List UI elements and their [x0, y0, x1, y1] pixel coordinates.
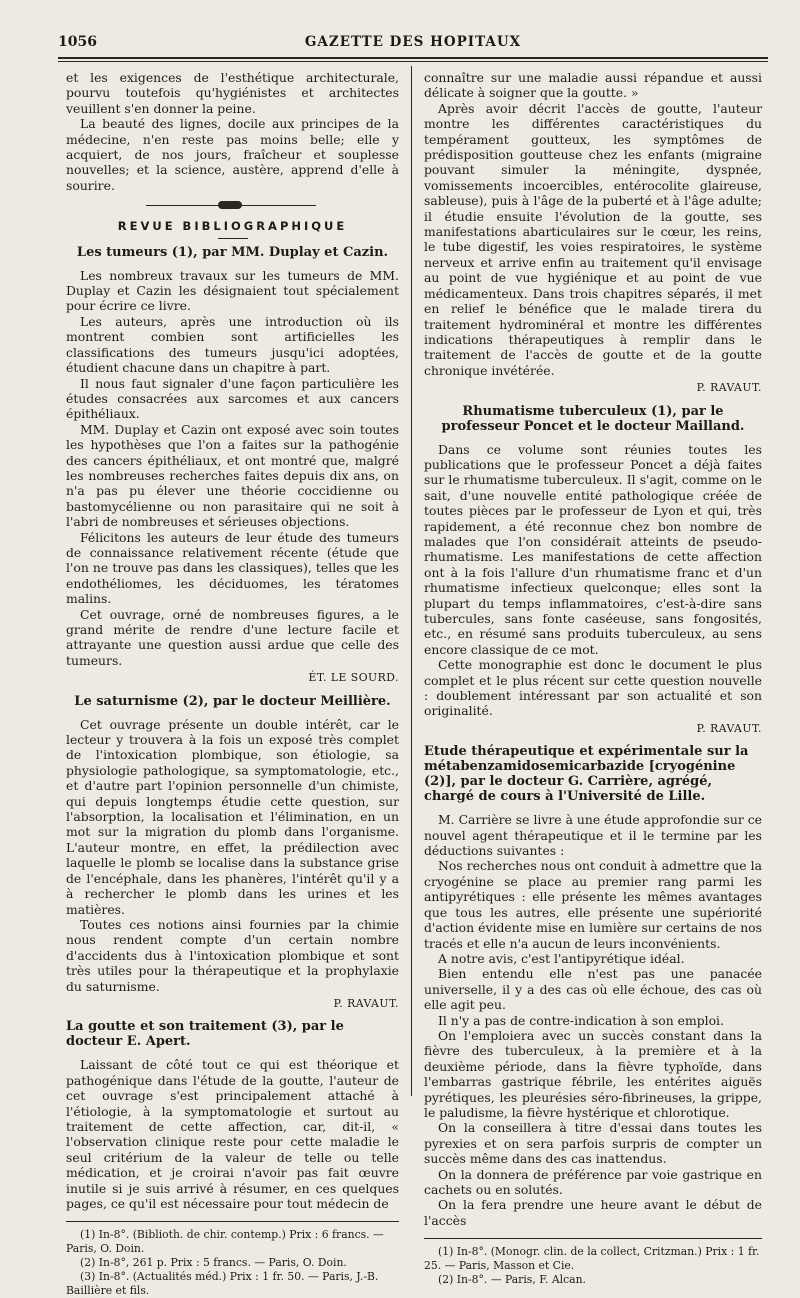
signature: P. RAVAUT.	[696, 381, 762, 395]
running-title: GAZETTE DES HOPITAUX	[304, 34, 522, 50]
article-paragraph: On l'emploiera avec un succès constant dans la fièvre des tuberculeux, à la première et à la deuxième période, dans la fièvre typhoïde, dans l'embarras gastrique fébrile, les entérites aiguës pyrétiques, les pleurésies séro-fibrineuses, la grippe, le paludisme, la fièvre hystérique et chlorotique.	[424, 1027, 762, 1120]
footnote: (3) In-8°. (Actualités méd.) Prix : 1 fr. 50. — Paris, J.-B. Baillière et fils.	[66, 1270, 379, 1298]
article-paragraph: Les auteurs, après une introduction où ils montrent combien sont artificielles les classifications des tumeurs jusqu'ici adoptées, étudient chacune dans un chapitre à part.	[66, 313, 399, 376]
signature: P. RAVAUT.	[333, 996, 399, 1010]
article-paragraph: Félicitons les auteurs de leur étude des tumeurs de connaissance relativement récente (étude que l'on ne trouve pas dans les classiques), telles que les endothéliomes, les déciduomes, les tératomes malins.	[66, 529, 399, 607]
right-column	[424, 70, 762, 1287]
footnote: (2) In-8°, 261 p. Prix : 5 francs. — Paris, O. Doin.	[80, 1256, 347, 1270]
short-rule	[218, 238, 248, 239]
article-paragraph: Les nombreux travaux sur les tumeurs de MM. Duplay et Cazin les désignaient tout spécialement pour écrire ce livre.	[66, 267, 399, 314]
footnote: (1) In-8°. (Monogr. clin. de la collect, Critzman.) Prix : 1 fr. 25. — Paris, Masson et Cie.	[424, 1245, 760, 1273]
article-paragraph: Il nous faut signaler d'une façon particulière les études consacrées aux sarcomes et aux cancers épithéliaux.	[66, 375, 399, 422]
article-paragraph: MM. Duplay et Cazin ont exposé avec soin toutes les hypothèses que l'on a faites sur la pathogénie des cancers épithéliaux, et ont montré que, malgré les nombreuses recherches faites depuis dix ans, on n'a pas pu élever une théorie coccidienne ou bastomycélienne ou non parasitaire qui ne soit à l'abri de nombreuses et sérieuses objections.	[66, 421, 399, 530]
article-title: La goutte et son traitement (3), par le docteur E. Apert.	[66, 1019, 344, 1050]
article-title: Les tumeurs (1), par MM. Duplay et Cazin.	[76, 244, 389, 260]
footnote-rule	[66, 1221, 399, 1222]
article-paragraph: Cette monographie est donc le document le plus complet et le plus récent sur cette question nouvelle : doublement intéressant par son actualité et son originalité.	[424, 657, 762, 719]
article-paragraph: Toutes ces notions ainsi fournies par la chimie nous rendent compte d'un certain nombre d'accidents dus à l'intoxication plombique et sont très utiles pour la thérapeutique et la prophylaxie du saturnisme.	[66, 916, 399, 994]
article-paragraph: Bien entendu elle n'est pas une panacée universelle, il y a des cas où elle échoue, des cas où elle agit peu.	[424, 966, 762, 1013]
article-paragraph: On la conseillera à titre d'essai dans toutes les pyrexies et on sera parfois surpris de compter un succès même dans des cas inattendus.	[424, 1120, 762, 1167]
article-paragraph: Après avoir décrit l'accès de goutte, l'auteur montre les différentes caractéristiques du tempérament goutteux, les symptômes de prédisposition goutteuse chez les enfants (migraine pouvant simuler la méningite, dyspnée, vomissements incoercibles, entérocolite glaireuse, sableuse), puis à l'âge de la puberté et à l'âge adulte; il étudie ensuite l'évolution de la goutte, ses manifestations abarticulaires sur le cœur, les reins, le tube digestif, les voies respiratoires, le système nerveux et arrive enfin au traitement qu'il envisage au point de vue hygiénique et au point de vue médicamenteux. Dans trois chapitres séparés, il met en relief le bénéfice que le malade tirera du traitement hydrominéral et montre les différentes indications thérapeutiques à remplir dans le traitement de l'accès de goutte et de la goutte chronique invétérée.	[424, 100, 762, 378]
column-divider	[411, 66, 412, 1096]
article-paragraph: Il n'y a pas de contre-indication à son emploi.	[438, 1012, 724, 1028]
footnote: (1) In-8°. (Biblioth. de chir. contemp.) Prix : 6 francs. — Paris, O. Doin.	[66, 1228, 384, 1256]
article-title: Le saturnisme (2), par le docteur Meillière.	[74, 693, 391, 709]
article-paragraph: On la fera prendre une heure avant le début de l'accès	[424, 1197, 762, 1228]
footnote-rule	[424, 1238, 762, 1239]
left-column	[66, 70, 399, 1298]
header-rule-thin	[58, 61, 768, 62]
page-number: 1056	[58, 34, 97, 50]
article-paragraph: Laissant de côté tout ce qui est théorique et pathogénique dans l'étude de la goutte, l'auteur de cet ouvrage s'est principalement attaché à l'étiologie, à la symptomatologie et surtout au traitement de cette affection, car, dit-il, « l'observation clinique reste pour cette maladie le seul critérium de la valeur de telle ou telle médication, et je croirai n'avoir pas fait œuvre inutile si je suis arrivé à résumer, en ces quelques pages, ce qu'il est nécessaire pour tout médecin de	[66, 1057, 399, 1211]
intro-paragraph: La beauté des lignes, docile aux principes de la médecine, n'en reste pas moins belle; elle y acquiert, de nos jours, fraîcheur et souplesse nouvelles; et la science, austère, apprend d'elle à sourire.	[66, 116, 399, 193]
article-paragraph: M. Carrière se livre à une étude approfondie sur ce nouvel agent thérapeutique et il le termine par les déductions suivantes :	[424, 812, 762, 859]
page-header	[58, 34, 768, 54]
footnote: (2) In-8°. — Paris, F. Alcan.	[438, 1273, 586, 1287]
ornamental-rule	[66, 199, 399, 213]
article-paragraph: Cet ouvrage présente un double intérêt, car le lecteur y trouvera à la fois un exposé très complet de l'intoxication plombique, son étiologie, sa physiologie pathologique, sa symptomatologie, etc., et d'autre part l'opinion personnelle d'un chimiste, qui depuis longtemps étudie cette question, sur l'absorption, la localisation et l'élimination, en un mot sur la migration du plomb dans l'organisme. L'auteur montre, en effet, la prédilection avec laquelle le plomb se localise dans la substance grise de l'encéphale, dans les phanères, l'intérêt qu'il y a à rechercher le plomb dans les urines et les matières.	[66, 716, 399, 917]
article-paragraph: On la donnera de préférence par voie gastrique en cachets ou en solutés.	[424, 1166, 762, 1197]
article-paragraph: connaître sur une maladie aussi répandue et aussi délicate à soigner que la goutte. »	[424, 70, 762, 101]
signature: P. RAVAUT.	[696, 721, 762, 735]
article-title: Etude thérapeutique et expérimentale sur la métabenzamidosemicarbazide [cryogénine (2)], par le docteur G. Carrière, agrégé, chargé de cours à l'Université de Lille.	[424, 744, 749, 805]
signature: ÉT. LE SOURD.	[308, 671, 399, 685]
article-paragraph: A notre avis, c'est l'antipyrétique idéal.	[438, 950, 685, 966]
header-rule-thick	[58, 57, 768, 59]
article-paragraph: Nos recherches nous ont conduit à admettre que la cryogénine se place au premier rang parmi les antipyrétiques : elle présente les mêmes avantages que tous les autres, elle présente une supériorité d'action évidente mise en lumière sur certains de nos tracés et elle n'a aucun de leurs inconvénients.	[424, 858, 762, 951]
article-paragraph: Dans ce volume sont réunies toutes les publications que le professeur Poncet a déjà faites sur le rhumatisme tuberculeux. Il s'agit, comme on le sait, d'une nouvelle entité pathologique créée de toutes pièces par le professeur de Lyon et qui, très rapidement, a été reconnue chez bon nombre de malades que l'on considérait atteints de pseudo-rhumatisme. Les manifestations de cette affection ont à la fois l'allure d'un rhumatisme franc et d'un rhumatisme infectieux quelconque; elles sont la plupart du temps inflammatoires, c'est-à-dire sans tubercules, sans fonte caséeuse, sans fongosités, etc., en résumé sans produits tuberculeux, au sens encore classique de ce mot.	[424, 441, 762, 657]
intro-paragraph: et les exigences de l'esthétique architecturale, pourvu toutefois qu'hygiénistes et architectes veuillent s'en donner la peine.	[66, 70, 399, 116]
article-title: Rhumatisme tuberculeux (1), par le professeur Poncet et le docteur Mailland.	[441, 403, 745, 434]
article-paragraph: Cet ouvrage, orné de nombreuses figures, a le grand mérite de rendre d'une lecture facile et attrayante une question aussi ardue que celle des tumeurs.	[66, 606, 399, 668]
section-heading: REVUE BIBLIOGRAPHIQUE	[117, 219, 348, 234]
